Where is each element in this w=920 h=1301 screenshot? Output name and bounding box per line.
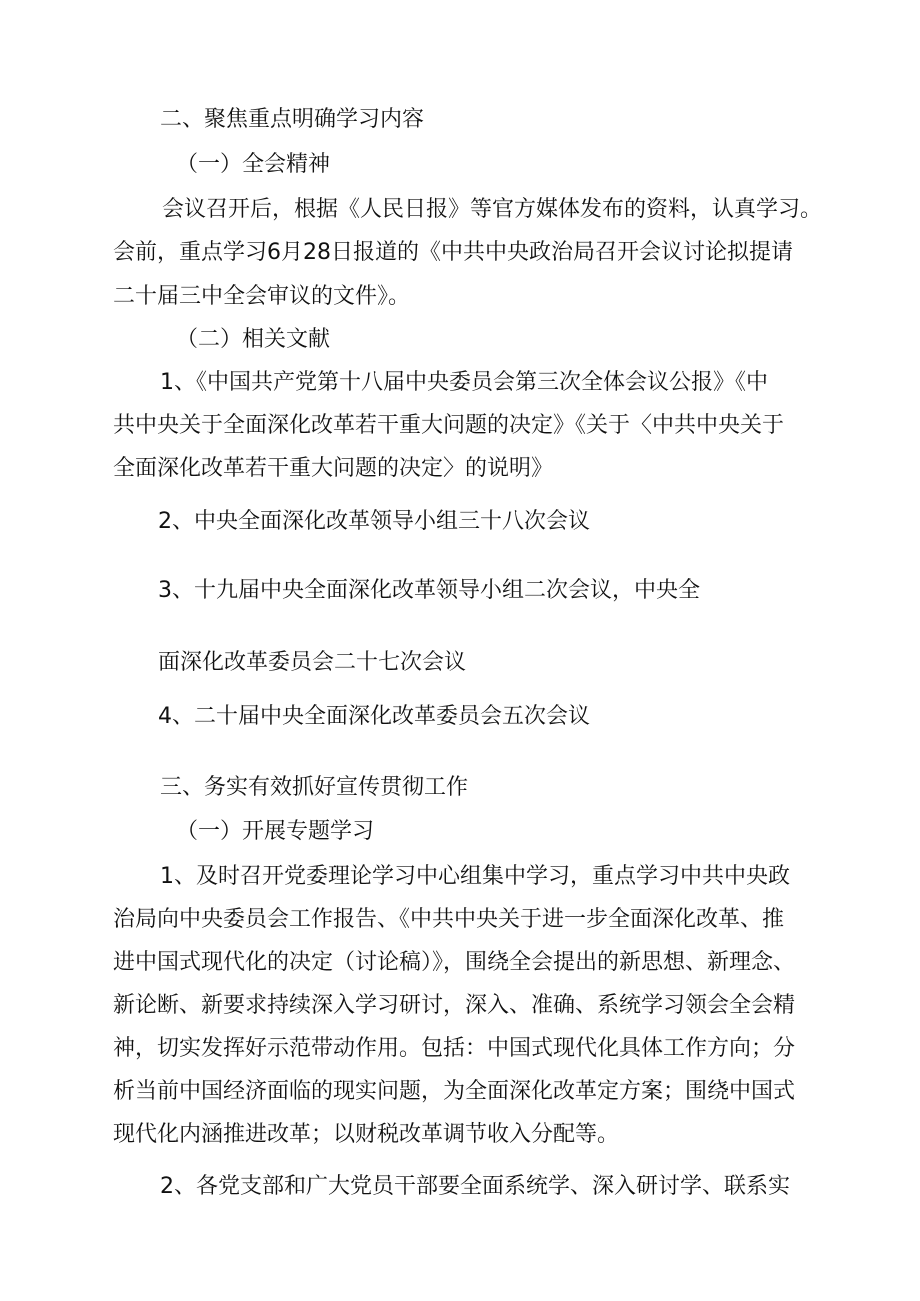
subsection-heading-special-study: （一）开展专题学习 bbox=[176, 819, 375, 844]
paragraph-line: 进中国式现代化的决定（讨论稿）》，围绕全会提出的新思想、新理念、 bbox=[113, 950, 796, 975]
subsection-heading-related-documents: （二）相关文献 bbox=[176, 327, 331, 352]
paragraph-line: 神，切实发挥好示范带动作用。包括：中国式现代化具体工作方向；分 bbox=[113, 1036, 796, 1061]
list-item-1-line: 全面深化改革若干重大问题的决定〉的说明》 bbox=[113, 456, 554, 481]
list-item-1-line: 共中央关于全面深化改革若干重大问题的决定》《关于〈中共中央关于 bbox=[113, 413, 785, 438]
paragraph-line: 会议召开后，根据《人民日报》等官方媒体发布的资料，认真学习。 bbox=[162, 197, 823, 222]
section-heading-2: 二、聚焦重点明确学习内容 bbox=[160, 107, 425, 132]
paragraph-line: 析当前中国经济面临的现实问题，为全面深化改革定方案；围绕中国式 bbox=[113, 1079, 796, 1104]
list-item-4: 4、二十届中央全面深化改革委员会五次会议 bbox=[158, 704, 590, 729]
paragraph-line: 1、及时召开党委理论学习中心组集中学习，重点学习中共中央政 bbox=[160, 864, 790, 889]
paragraph-line: 会前，重点学习6月28日报道的《中共中央政治局召开会议讨论拟提请 bbox=[113, 240, 793, 265]
list-item-2: 2、中央全面深化改革领导小组三十八次会议 bbox=[158, 509, 590, 534]
paragraph-line: 现代化内涵推进改革；以财税改革调节收入分配等。 bbox=[113, 1122, 620, 1147]
paragraph-line: 新论断、新要求持续深入学习研讨，深入、准确、系统学习领会全会精 bbox=[113, 993, 796, 1018]
paragraph-line: 二十届三中全会审议的文件》。 bbox=[113, 284, 411, 309]
list-item-1-line: 1、《中国共产党第十八届中央委员会第三次全体会议公报》《中 bbox=[160, 370, 768, 395]
section-heading-3: 三、务实有效抓好宣传贯彻工作 bbox=[160, 775, 469, 800]
paragraph-line: 治局向中央委员会工作报告、《中共中央关于进一步全面深化改革、推 bbox=[113, 907, 785, 932]
subsection-heading-plenary-spirit: （一）全会精神 bbox=[176, 152, 331, 177]
list-item-3-line: 面深化改革委员会二十七次会议 bbox=[158, 650, 467, 675]
paragraph-line: 2、各党支部和广大党员干部要全面系统学、深入研讨学、联系实 bbox=[160, 1174, 790, 1199]
list-item-3-line: 3、十九届中央全面深化改革领导小组二次会议，中央全 bbox=[158, 578, 700, 603]
